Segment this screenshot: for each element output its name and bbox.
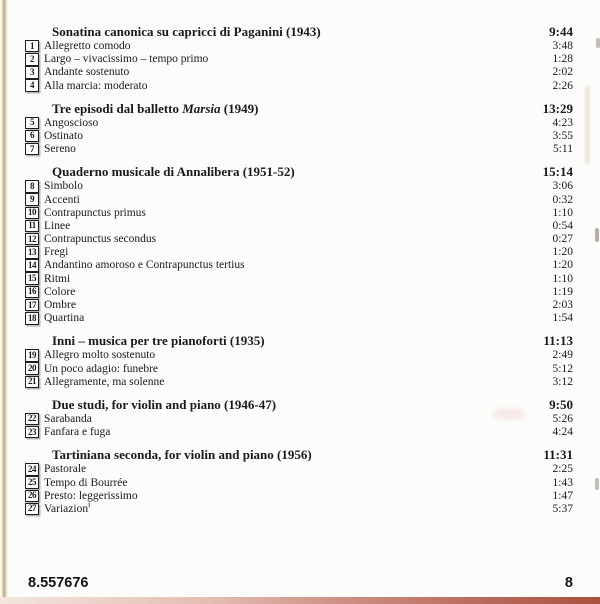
work-title: Sonatina canonica su capricci di Paganini (1943)	[52, 24, 321, 39]
work-duration: 11:13	[543, 333, 573, 349]
track-number-badge: 7	[25, 143, 39, 156]
track-title: Contrapunctus primus	[44, 206, 146, 219]
track-duration: 1:10	[552, 272, 573, 285]
track-number-badge: 6	[25, 130, 39, 143]
track-title: Sarabanda	[44, 412, 92, 425]
track-row	[25, 286, 573, 299]
track-row	[25, 194, 573, 207]
work-duration: 11:31	[543, 447, 573, 463]
track-row	[25, 180, 573, 193]
track-duration: 4:23	[552, 116, 573, 129]
track-row	[25, 376, 573, 389]
track-row	[25, 233, 573, 246]
track-row	[25, 490, 573, 503]
track-duration: 5:11	[552, 143, 573, 156]
work-title: Tartiniana seconda, for violin and piano (1956)	[52, 447, 312, 463]
track-number-badge: 2	[25, 53, 39, 66]
track-row	[25, 143, 573, 156]
track-duration: 1:47	[552, 489, 573, 502]
track-list	[25, 24, 573, 516]
track-number-badge: 16	[25, 286, 39, 299]
track-number-badge: 11	[25, 220, 39, 233]
track-duration: 3:55	[552, 129, 573, 142]
track-duration: 2:25	[552, 463, 573, 476]
track-duration: 1:54	[552, 312, 573, 325]
track-number-badge: 15	[25, 272, 39, 285]
track-number-badge: 26	[25, 490, 39, 503]
track-number-badge: 27	[25, 503, 39, 516]
track-duration: 5:12	[552, 362, 573, 375]
track-number-badge: 23	[25, 426, 39, 439]
track-duration: 2:02	[552, 66, 573, 79]
track-duration: 2:49	[552, 349, 573, 362]
page-bottom-strip	[0, 597, 600, 604]
track-row	[25, 53, 573, 66]
track-title: Presto: leggerissimo	[44, 489, 138, 502]
work-header	[25, 24, 573, 39]
track-duration: 1:20	[552, 259, 573, 272]
track-title: Andante sostenuto	[44, 66, 130, 79]
work-section	[25, 447, 573, 516]
track-duration: 5:37	[552, 502, 573, 515]
work-duration: 9:50	[549, 396, 573, 412]
footer	[28, 575, 573, 591]
track-number-badge: 19	[25, 349, 39, 362]
work-section	[25, 24, 573, 93]
track-number-badge: 14	[25, 259, 39, 272]
work-section	[25, 164, 573, 325]
track-title: Tempo di Bourrée	[44, 476, 128, 489]
track-duration: 0:27	[552, 233, 573, 246]
track-duration: 3:06	[552, 180, 573, 193]
track-title: Allegro molto sostenuto	[44, 349, 156, 362]
track-title: Contrapunctus secondus	[44, 233, 157, 246]
track-row	[25, 117, 573, 130]
work-title: Due studi, for violin and piano (1946-47)	[52, 396, 277, 412]
track-number-badge: 25	[25, 476, 39, 489]
track-number-badge: 18	[25, 312, 39, 325]
work-title: Tre episodi dal balletto Marsia (1949)	[52, 100, 259, 116]
track-row	[25, 130, 573, 143]
track-title: Accenti	[44, 193, 80, 206]
track-title: Allegramente, ma solenne	[44, 375, 165, 388]
track-row	[25, 40, 573, 53]
track-number-badge: 3	[25, 66, 39, 79]
track-number-badge: 8	[25, 180, 39, 193]
track-row	[25, 80, 573, 93]
work-section	[25, 397, 573, 439]
track-duration: 0:54	[552, 219, 573, 232]
track-row	[25, 426, 573, 439]
track-number-badge: 12	[25, 233, 39, 246]
track-row	[25, 259, 573, 272]
track-number-badge: 24	[25, 463, 39, 476]
track-title: Linee	[44, 219, 71, 232]
track-duration: 5:26	[552, 412, 573, 425]
track-row	[25, 66, 573, 79]
work-header	[25, 447, 573, 462]
track-title: Ombre	[44, 299, 76, 311]
track-row	[25, 349, 573, 362]
catalog-number: 8.557676	[28, 575, 89, 591]
track-duration: 2:26	[552, 79, 573, 92]
track-row	[25, 363, 573, 376]
scan-artifact	[595, 228, 599, 242]
work-duration: 15:14	[542, 164, 573, 180]
track-duration: 1:43	[552, 476, 573, 489]
track-duration: 4:24	[552, 426, 573, 439]
scan-artifact	[596, 38, 600, 48]
track-duration: 1:19	[552, 285, 573, 298]
track-row	[25, 273, 573, 286]
scan-artifact	[585, 86, 590, 164]
track-row	[25, 207, 573, 220]
track-duration: 2:03	[552, 299, 573, 311]
track-title: Andantino amoroso e Contrapunctus tertius	[44, 259, 245, 272]
track-number-badge: 1	[25, 40, 39, 53]
track-number-badge: 4	[25, 79, 39, 92]
track-number-badge: 9	[25, 193, 39, 206]
track-duration: 1:28	[552, 53, 573, 66]
track-title: Un poco adagio: funebre	[44, 362, 159, 375]
track-row	[25, 477, 573, 490]
track-number-badge: 13	[25, 246, 39, 259]
track-row	[25, 220, 573, 233]
track-title: Angoscioso	[44, 116, 99, 129]
track-number-badge: 10	[25, 207, 39, 220]
work-section	[25, 333, 573, 389]
track-row	[25, 500, 573, 516]
work-duration: 9:44	[549, 24, 573, 39]
track-title: Largo – vivacissimo – tempo primo	[44, 53, 209, 66]
track-number-badge: 21	[25, 376, 39, 389]
booklet-spine	[0, 0, 9, 604]
track-title: Pastorale	[44, 463, 87, 476]
track-row	[25, 299, 573, 312]
work-title: Quaderno musicale di Annalibera (1951-52)	[52, 164, 295, 180]
track-row	[25, 413, 573, 426]
track-title: Variazion$^i$	[44, 500, 91, 515]
track-title: Alla marcia: moderato	[44, 79, 148, 92]
track-duration: 1:10	[552, 206, 573, 219]
track-number-badge: 17	[25, 299, 39, 312]
work-header	[25, 333, 573, 348]
track-duration: 1:20	[552, 246, 573, 259]
track-duration: 3:48	[552, 40, 573, 52]
work-header	[25, 101, 573, 116]
track-number-badge: 22	[25, 413, 39, 426]
scan-artifact	[595, 478, 599, 490]
track-title: Simbolo	[44, 180, 83, 193]
track-duration: 3:12	[552, 375, 573, 388]
track-title: Ostinato	[44, 129, 83, 142]
track-duration: 0:32	[552, 193, 573, 206]
track-row	[25, 246, 573, 259]
track-title: Fregi	[44, 246, 69, 259]
track-number-badge: 5	[25, 117, 39, 130]
track-title: Allegretto comodo	[44, 40, 131, 52]
page-number: 8	[564, 575, 573, 591]
track-title: Ritmi	[44, 272, 71, 285]
track-row	[25, 312, 573, 325]
track-title: Colore	[44, 285, 76, 298]
work-duration: 13:29	[542, 100, 573, 116]
track-number-badge: 20	[25, 362, 39, 375]
work-section	[25, 101, 573, 157]
work-header	[25, 164, 573, 179]
work-header	[25, 397, 573, 412]
work-title: Inni – musica per tre pianoforti (1935)	[52, 333, 265, 349]
track-title: Sereno	[44, 143, 76, 156]
track-title: Fanfara e fuga	[44, 426, 111, 439]
track-row	[25, 463, 573, 476]
track-title: Quartina	[44, 312, 85, 325]
